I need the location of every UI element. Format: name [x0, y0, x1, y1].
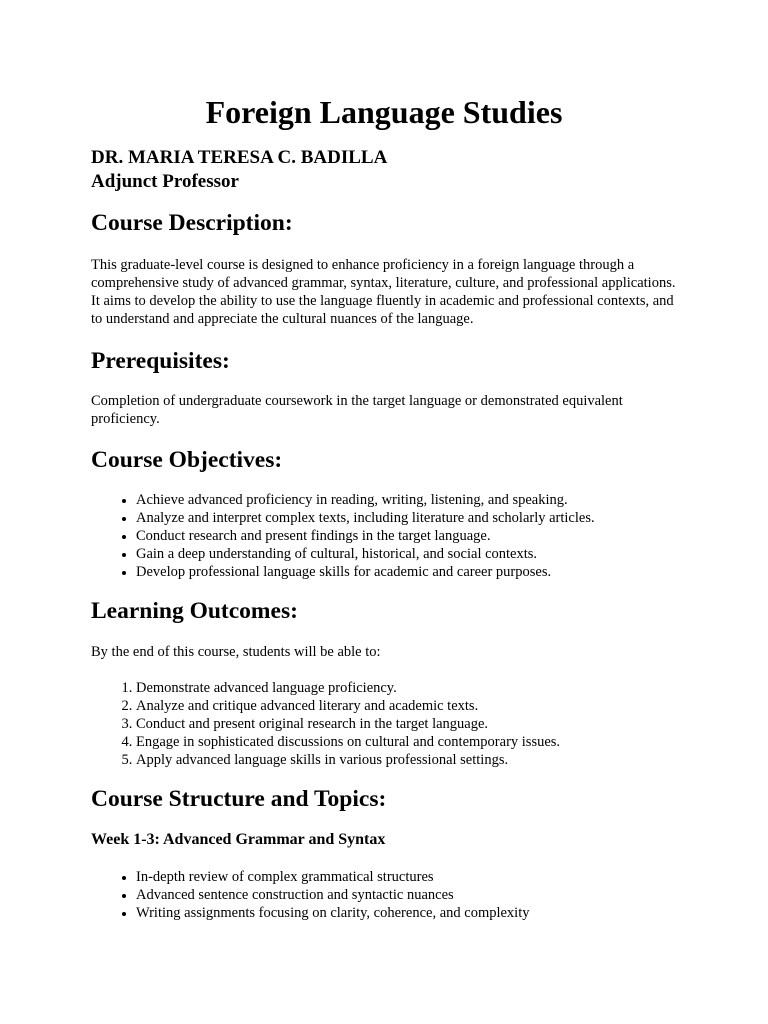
- list-item: • Writing assignments focusing on clarity, coherence, and complexity: [136, 904, 681, 922]
- outcomes-list: [91, 679, 681, 769]
- list-item: 3. Conduct and present original research in the target language.: [136, 715, 681, 733]
- list-item: 2. Analyze and critique advanced literary and academic texts.: [136, 697, 681, 715]
- author-name: DR. MARIA TERESA C. BADILLA: [91, 147, 388, 168]
- document-title: Foreign Language Studies: [205, 94, 563, 130]
- list-item: • Conduct research and present findings in the target language.: [136, 527, 681, 545]
- learning-outcomes-heading: Learning Outcomes:: [91, 598, 298, 624]
- course-description-heading: Course Description:: [91, 210, 293, 236]
- list-item: 5. Apply advanced language skills in various professional settings.: [136, 751, 681, 769]
- list-item: • Achieve advanced proficiency in reading, writing, listening, and speaking.: [136, 491, 681, 509]
- learning-outcomes-intro: By the end of this course, students will be able to:: [91, 644, 381, 660]
- list-item: 4. Engage in sophisticated discussions on cultural and contemporary issues.: [136, 733, 681, 751]
- list-item: 1. Demonstrate advanced language proficiency.: [136, 679, 681, 697]
- week-heading: Week 1-3: Advanced Grammar and Syntax: [91, 831, 386, 848]
- list-item: • Advanced sentence construction and syntactic nuances: [136, 886, 681, 904]
- document-page: [91, 92, 681, 922]
- list-item: • In-depth review of complex grammatical structures: [136, 868, 681, 886]
- list-item: • Analyze and interpret complex texts, including literature and scholarly articles.: [136, 509, 681, 527]
- course-structure-heading: Course Structure and Topics:: [91, 786, 387, 812]
- prerequisites-heading: Prerequisites:: [91, 348, 230, 374]
- week-topics-list: [91, 868, 681, 922]
- objectives-list: [91, 491, 681, 581]
- list-item: • Develop professional language skills for academic and career purposes.: [136, 563, 681, 581]
- author-role: Adjunct Professor: [91, 171, 239, 192]
- course-objectives-heading: Course Objectives:: [91, 447, 283, 473]
- list-item: • Gain a deep understanding of cultural, historical, and social contexts.: [136, 545, 681, 563]
- prerequisites-text: Completion of undergraduate coursework in the target language or demonstrated equivalent proficiency.: [91, 393, 623, 427]
- course-description-text: This graduate-level course is designed to enhance proficiency in a foreign language through a comprehensive study of advanced grammar, syntax, literature, culture, and professional applications. It aims to develop the ability to use the language fluently in academic and professional contexts, and to understand and appreciate the cultural nuances of the language.: [91, 257, 676, 327]
